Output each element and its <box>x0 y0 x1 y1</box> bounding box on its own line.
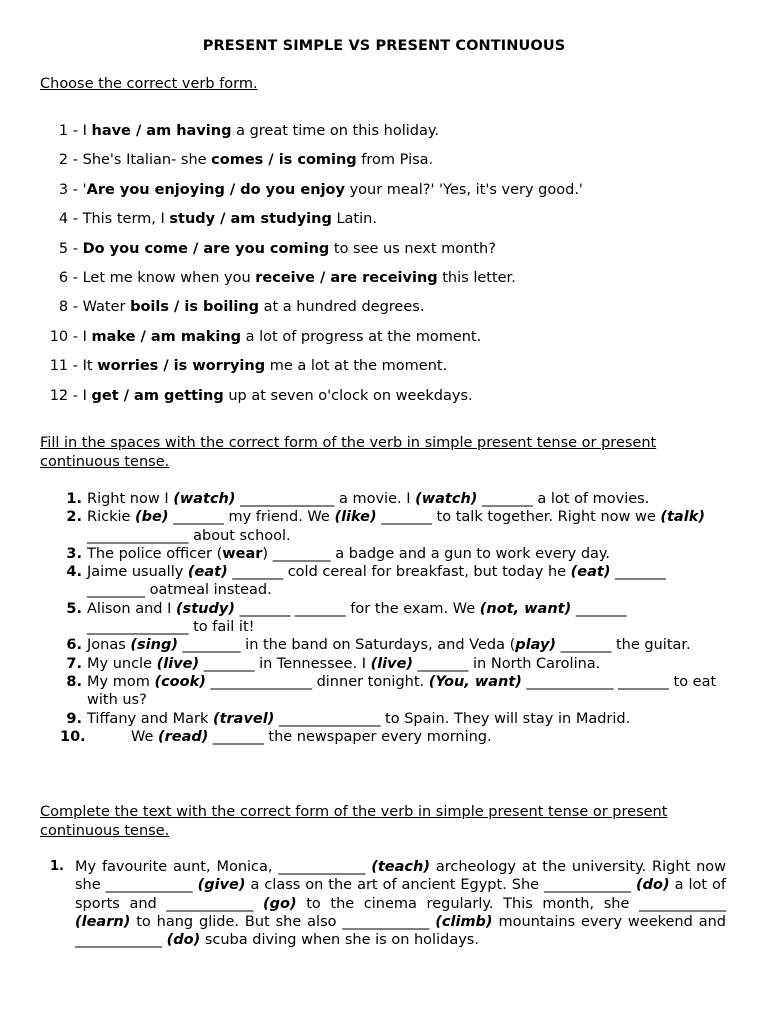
verb-cue: (climb) <box>435 913 493 930</box>
item-text-before: I <box>82 387 92 404</box>
verb-options: Do you come / are you coming <box>82 240 330 257</box>
verb-cue: (study) <box>175 600 235 617</box>
sentence-text: to hang glide. But she also ____________ <box>130 913 436 930</box>
verb-cue: (You, want) <box>428 673 522 690</box>
question-item <box>40 296 583 325</box>
sentence-text: _______ a lot of movies. <box>477 491 650 507</box>
section3-instruction: Complete the text with the correct form of the verb in simple present tense or present continuous tense. <box>40 804 668 839</box>
sentence-text: The police officer ( <box>87 545 223 562</box>
fill-item <box>60 508 720 545</box>
verb-cue: (like) <box>334 509 377 526</box>
item-text-after: from Pisa. <box>356 152 434 169</box>
fill-item <box>60 545 720 563</box>
fill-item <box>60 728 720 746</box>
verb-cue: (live) <box>156 655 200 672</box>
item-text <box>87 564 666 598</box>
sentence-text: _______ cold cereal for breakfast, but today he <box>227 564 571 581</box>
item-text <box>87 509 705 543</box>
verb-cue: (eat) <box>570 564 611 581</box>
question-item <box>40 120 583 149</box>
item-text-after: a lot of progress at the moment. <box>241 328 482 345</box>
sentence-text: a lot of sports and ____________ <box>75 877 726 912</box>
complete-text-item <box>50 858 726 949</box>
verb-cue: (not, want) <box>479 600 572 617</box>
item-text-after: this letter. <box>437 269 516 286</box>
verb-cue: (watch) <box>173 491 236 507</box>
item-number: 6 - <box>58 269 78 286</box>
item-number: 2. <box>66 509 82 526</box>
item-text-after: to see us next month? <box>329 240 496 257</box>
verb-cue: (do) <box>166 932 201 949</box>
item-text-before: I <box>82 328 92 345</box>
verb-cue: (be) <box>135 509 169 526</box>
item-text <box>87 674 716 708</box>
verb-options: get / am getting <box>91 387 224 404</box>
choose-verb-list <box>40 120 583 414</box>
question-item <box>40 149 583 178</box>
sentence-text: ______________ about school. <box>87 527 291 544</box>
sentence-text: _______ in North Carolina. <box>413 655 601 672</box>
section2-instruction: Fill in the spaces with the correct form of the verb in simple present tense or present continuous tense. <box>40 435 657 470</box>
item-text-after: me a lot at the moment. <box>265 358 448 375</box>
sentence-text: _______ the guitar. <box>556 637 691 654</box>
verb-options: boils / is boiling <box>130 299 260 316</box>
sentence-text: scuba diving when she is on holidays. <box>200 932 479 949</box>
sentence-text: My favourite aunt, Monica, ____________ <box>75 859 372 875</box>
fill-item <box>60 490 720 508</box>
question-item <box>40 267 583 296</box>
sentence-text: Rickie <box>87 509 136 526</box>
item-number: 3. <box>66 545 82 562</box>
item-text-before: She's Italian- she <box>82 152 212 169</box>
verb-cue: (do) <box>636 877 670 894</box>
verb-cue: wear <box>222 545 263 562</box>
item-text-after: at a hundred degrees. <box>259 299 425 316</box>
verb-cue: (go) <box>262 895 297 912</box>
item-number: 3 - <box>58 181 78 198</box>
item-text <box>87 491 649 507</box>
question-item <box>40 355 583 384</box>
verb-cue: (travel) <box>212 710 275 727</box>
item-text <box>87 729 492 745</box>
item-number: 5 - <box>58 240 78 257</box>
sentence-text: to the cinema regularly. This month, she ____________ <box>296 895 726 912</box>
sentence-text: My uncle <box>87 655 157 672</box>
verb-options: make / am making <box>91 328 242 345</box>
verb-cue: play) <box>515 637 557 654</box>
item-text-after: your meal?' 'Yes, it's very good.' <box>344 181 583 198</box>
item-number: 1. <box>50 859 64 874</box>
fill-spaces-list <box>60 490 720 746</box>
item-number: 11 - <box>49 358 78 375</box>
sentence-text: ______________ to Spain. They will stay in Madrid. <box>274 710 631 727</box>
sentence-text: ________ in the band on Saturdays, and Veda ( <box>177 637 516 654</box>
item-number: 10. <box>60 728 86 745</box>
sentence-text: _______ my friend. We <box>168 509 335 526</box>
item-number: 4. <box>66 564 82 581</box>
item-number: 2 - <box>58 152 78 169</box>
item-text <box>87 546 610 562</box>
fill-item <box>60 673 720 710</box>
item-number: 6. <box>66 637 82 654</box>
item-number: 1 - <box>58 123 78 139</box>
verb-cue: (sing) <box>130 637 178 654</box>
verb-options: study / am studying <box>169 211 332 228</box>
item-number: 1. <box>66 491 82 507</box>
sentence-text: ) ________ a badge and a gun to work every day. <box>262 545 611 562</box>
item-number: 10 - <box>49 328 78 345</box>
sentence-text: Alison and I <box>87 600 176 617</box>
sentence-text: Jonas <box>87 637 131 654</box>
sentence-text: a class on the art of ancient Egypt. She ____________ <box>245 877 637 894</box>
verb-cue: (cook) <box>154 673 206 690</box>
sentence-text: We <box>131 728 159 745</box>
item-number: 4 - <box>58 211 78 228</box>
sentence-text: archeology at the university. Right now she ____________ <box>75 859 726 894</box>
sentence-text: _______ the newspaper every morning. <box>208 728 492 745</box>
item-text-before: This term, I <box>82 211 170 228</box>
verb-cue: (watch) <box>415 491 478 507</box>
sentence-text: mountains every weekend and ____________ <box>75 913 726 949</box>
question-item <box>40 326 583 355</box>
verb-options: worries / is worrying <box>97 358 266 375</box>
verb-options: comes / is coming <box>211 152 357 169</box>
item-text-after: a great time on this holiday. <box>231 123 439 139</box>
verb-cue: (read) <box>158 728 209 745</box>
sentence-text: ____________ _______ to eat with us? <box>87 673 717 709</box>
verb-cue: (give) <box>197 877 246 894</box>
item-number: 9. <box>66 710 82 727</box>
complete-text-paragraph <box>75 858 726 949</box>
question-item <box>40 208 583 237</box>
item-text-after: Latin. <box>331 211 377 228</box>
item-text <box>87 637 691 653</box>
section1-instruction: Choose the correct verb form. <box>40 76 258 92</box>
item-text-before: Water <box>82 299 131 316</box>
sentence-text: _______ ______________ to fail it! <box>87 600 627 636</box>
item-text <box>87 711 630 727</box>
item-number: 5. <box>66 600 82 617</box>
fill-item <box>60 563 720 600</box>
item-text-before: It <box>82 358 98 375</box>
sentence-text: _______ _______ for the exam. We <box>234 600 480 617</box>
verb-options: receive / are receiving <box>255 269 438 286</box>
sentence-text: My mom <box>87 673 155 690</box>
item-number: 7. <box>66 655 82 672</box>
sentence-text: Tiffany and Mark <box>87 710 213 727</box>
question-item <box>40 179 583 208</box>
page-title: PRESENT SIMPLE VS PRESENT CONTINUOUS <box>202 38 566 54</box>
verb-cue: (learn) <box>75 913 131 930</box>
item-text-before: I <box>82 123 92 139</box>
item-number: 12 - <box>49 387 78 404</box>
verb-cue: (live) <box>370 655 414 672</box>
verb-cue: (teach) <box>371 859 430 875</box>
sentence-text: Jaime usually <box>87 564 188 581</box>
sentence-text: _______ ________ oatmeal instead. <box>87 564 666 599</box>
verb-options: Are you enjoying / do you enjoy <box>86 181 345 198</box>
sentence-text: _______ in Tennessee. I <box>199 655 371 672</box>
verb-cue: (eat) <box>187 564 228 581</box>
item-text <box>87 601 627 635</box>
fill-item <box>60 710 720 728</box>
fill-item <box>60 600 720 637</box>
fill-item <box>60 655 720 673</box>
sentence-text: ______________ dinner tonight. <box>205 673 429 690</box>
question-item <box>40 238 583 267</box>
fill-item <box>60 636 720 654</box>
item-text-before: Let me know when you <box>82 269 256 286</box>
question-item <box>40 385 583 414</box>
item-text-after: up at seven o'clock on weekdays. <box>223 387 473 404</box>
item-text <box>87 656 600 672</box>
sentence-text: _____________ a movie. I <box>235 491 416 507</box>
verb-options: have / am having <box>91 123 232 139</box>
sentence-text: _______ to talk together. Right now we <box>376 509 661 526</box>
item-number: 8 - <box>58 299 78 316</box>
item-text-before: ' <box>82 181 87 198</box>
sentence-text: Right now I <box>87 491 174 507</box>
item-number: 8. <box>66 673 82 690</box>
verb-cue: (talk) <box>660 509 705 526</box>
